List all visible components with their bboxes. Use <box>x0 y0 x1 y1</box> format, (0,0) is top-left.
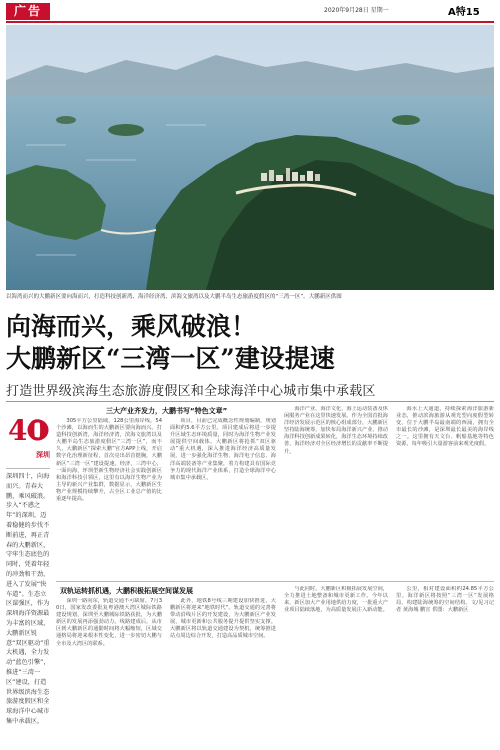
aerial-photo <box>6 25 494 290</box>
section2-title: 双轨运转抓机遇，大鹏积极拓展空间谋发展 <box>60 587 193 595</box>
headline-divider <box>6 401 494 402</box>
subtitle: 打造世界级滨海生态旅游度假区和全球海洋中心城市集中承载区 <box>6 384 376 399</box>
headline-line2: 大鹏新区“三湾一区”建设提速 <box>6 344 335 373</box>
badge-city: 深圳 <box>36 451 50 459</box>
aerial-coastline-illustration <box>6 25 494 290</box>
section2-col4 <box>396 586 494 746</box>
photo-caption: 以海湾而兴的大鹏新区要向海而兴，打造科技创新湾、海洋经济湾、滨海文旅湾以及大鹏半岛生态旅游度假区的“三湾一区”。大鹏新区供图 <box>6 294 342 300</box>
sidebar <box>6 410 50 727</box>
section2-col2-text: 此外，地铁8号线三期建设加快推进，大鹏新区将迎来“地铁时代”。轨道交通的完善将带动沿线片区的开发建设，为大鹏新区产业发展、城市更新和公共服务提升提供坚实支撑。大鹏新区将以轨道交通建设为契机，统筹推进站点周边综合开发，打造高品质城市空间。 <box>170 598 276 640</box>
page-number: A特15 <box>448 7 480 18</box>
header-rule <box>6 21 494 23</box>
section1-col4 <box>396 406 494 578</box>
headline-line1: 向海而兴，乘风破浪！ <box>6 312 257 341</box>
section1-col3 <box>284 406 388 578</box>
section1-col1 <box>56 418 162 578</box>
section-tag: 广告 <box>6 3 50 20</box>
section1-col4-text: 海水上大通道，持续探索海洋旅游新业态，推动滨海旅游从观光型向度假型转变。位于大鹏半岛最南端的西涌，拥有全市最长的沙滩，是深圳最长最美的海岸线之一。这里拥有天文台、帆船基地等特色资源，每年吸引大量游客前来观光度假。 <box>396 406 494 448</box>
section2-col1 <box>56 598 162 746</box>
page-header <box>0 0 500 22</box>
section1-col1-text: 305平方公里陆域，128公里海岸线，54个沙滩，以海而生的大鹏新区要向海而兴。打造科技创新湾，海洋经济湾，滨海文旅湾以及大鹏半岛生态旅游度假区“三湾一区”，而不久，大鹏新区“探索大鹏”官方APP上线，开启数字化治理新征程，首次亮出昂首挺胸，大鹏新区“三湾一区”建设提速。经济，三湾中心，一面向海，坪坝型新生物经济社会实践创新区和海洋科技引领区，这里有以海洋生物产业为主导的新兴产业集群，数据显示，大鹏新区生物产业规模持续攀升，占全区工业总产值的比重逐年提高。 <box>56 418 162 503</box>
dateline: 2020年9月28日 星期一 <box>324 7 389 14</box>
section1-col2 <box>170 418 276 578</box>
section2-col2 <box>170 598 276 746</box>
section1-col2-text: 项目，目前已完成概念性规划编制，规划面积约5.6平方公里。项目建成后将进一步提升区域生态环境质量，同时为海洋生物产业发展提供空间载体。大鹏新区将抢抓“双区驱动”重大机遇，深入推进海洋经济高质量发展，进一步强化海洋生物、海洋电子信息、海洋高端装备等产业集聚，着力构建具有国际竞争力的现代海洋产业体系，打造全球海洋中心城市集中承载区。 <box>170 418 276 481</box>
section2-col3-text: 与此同时，大鹏新区积极拓展发展空间，全力推进土地整备和城市更新工作。今年以来，新区加大产业用地供给力度，一批重大产业项目陆续落地，为高质量发展注入新动能。 <box>284 586 388 614</box>
section2-col3 <box>284 586 388 746</box>
sidebar-text: 深圳四十，向海而兴。青春大鹏，乘风破浪。步入“不惑之年”的深圳，迈着稳健的步伐不断前进，再正青春的大鹏新区，守牢生态底色的同时，凭着年轻的冲劲和干劲，进入了发展“快车道”。生态立区谋强区，作为深圳海洋资源最为丰富的区域，大鹏新区锐意“双区驱动”重大机遇，全力发动“蓝色引擎”，推进“三湾一区”建设，打造世界级滨海生态旅游度假区和全球海洋中心城市集中承载区。 <box>6 468 50 727</box>
section2-col4-text: 公里，相对建设面积约24.85平方公里。海洋新区将按照“三湾一区”发展格局，构建陆海统筹的空间结构。文/见习记者 黄海城 鹏宣 供图：大鹏新区 <box>396 586 494 614</box>
anniversary-badge <box>6 410 50 450</box>
anniversary-40-logo-icon <box>6 410 50 450</box>
section2-col1-text: 深圳一路向东，轨道交通不可缺席。7月30日，国家发改委批复粤港澳大湾区城际铁路建设规划，深圳至大鹏城际铁路获批，为大鹏新区的发展再添强劲动力。线路建成后，从市区到大鹏新区的通勤时间将大幅缩短，区域交通格局将迎来根本性变化，进一步密切大鹏与全市及大湾区的联系。 <box>56 598 162 647</box>
badge-number: 40 <box>8 414 47 447</box>
section-divider <box>56 581 494 582</box>
section1-col3-text: 海洋产业，海洋文化，海上运动装备及休闲服务产业在这里快速发展。作为全国首批海洋经济发展示范区的核心组成部分，大鹏新区坚持陆海统筹，加快布局海洋新兴产业，推动海洋科技创新成果转化，海洋生态环境持续改善，海洋经济对全区经济增长的贡献率不断提升。 <box>284 406 388 455</box>
section1-title: 三大产业齐发力，大鹏书写“特色文章” <box>106 407 228 415</box>
